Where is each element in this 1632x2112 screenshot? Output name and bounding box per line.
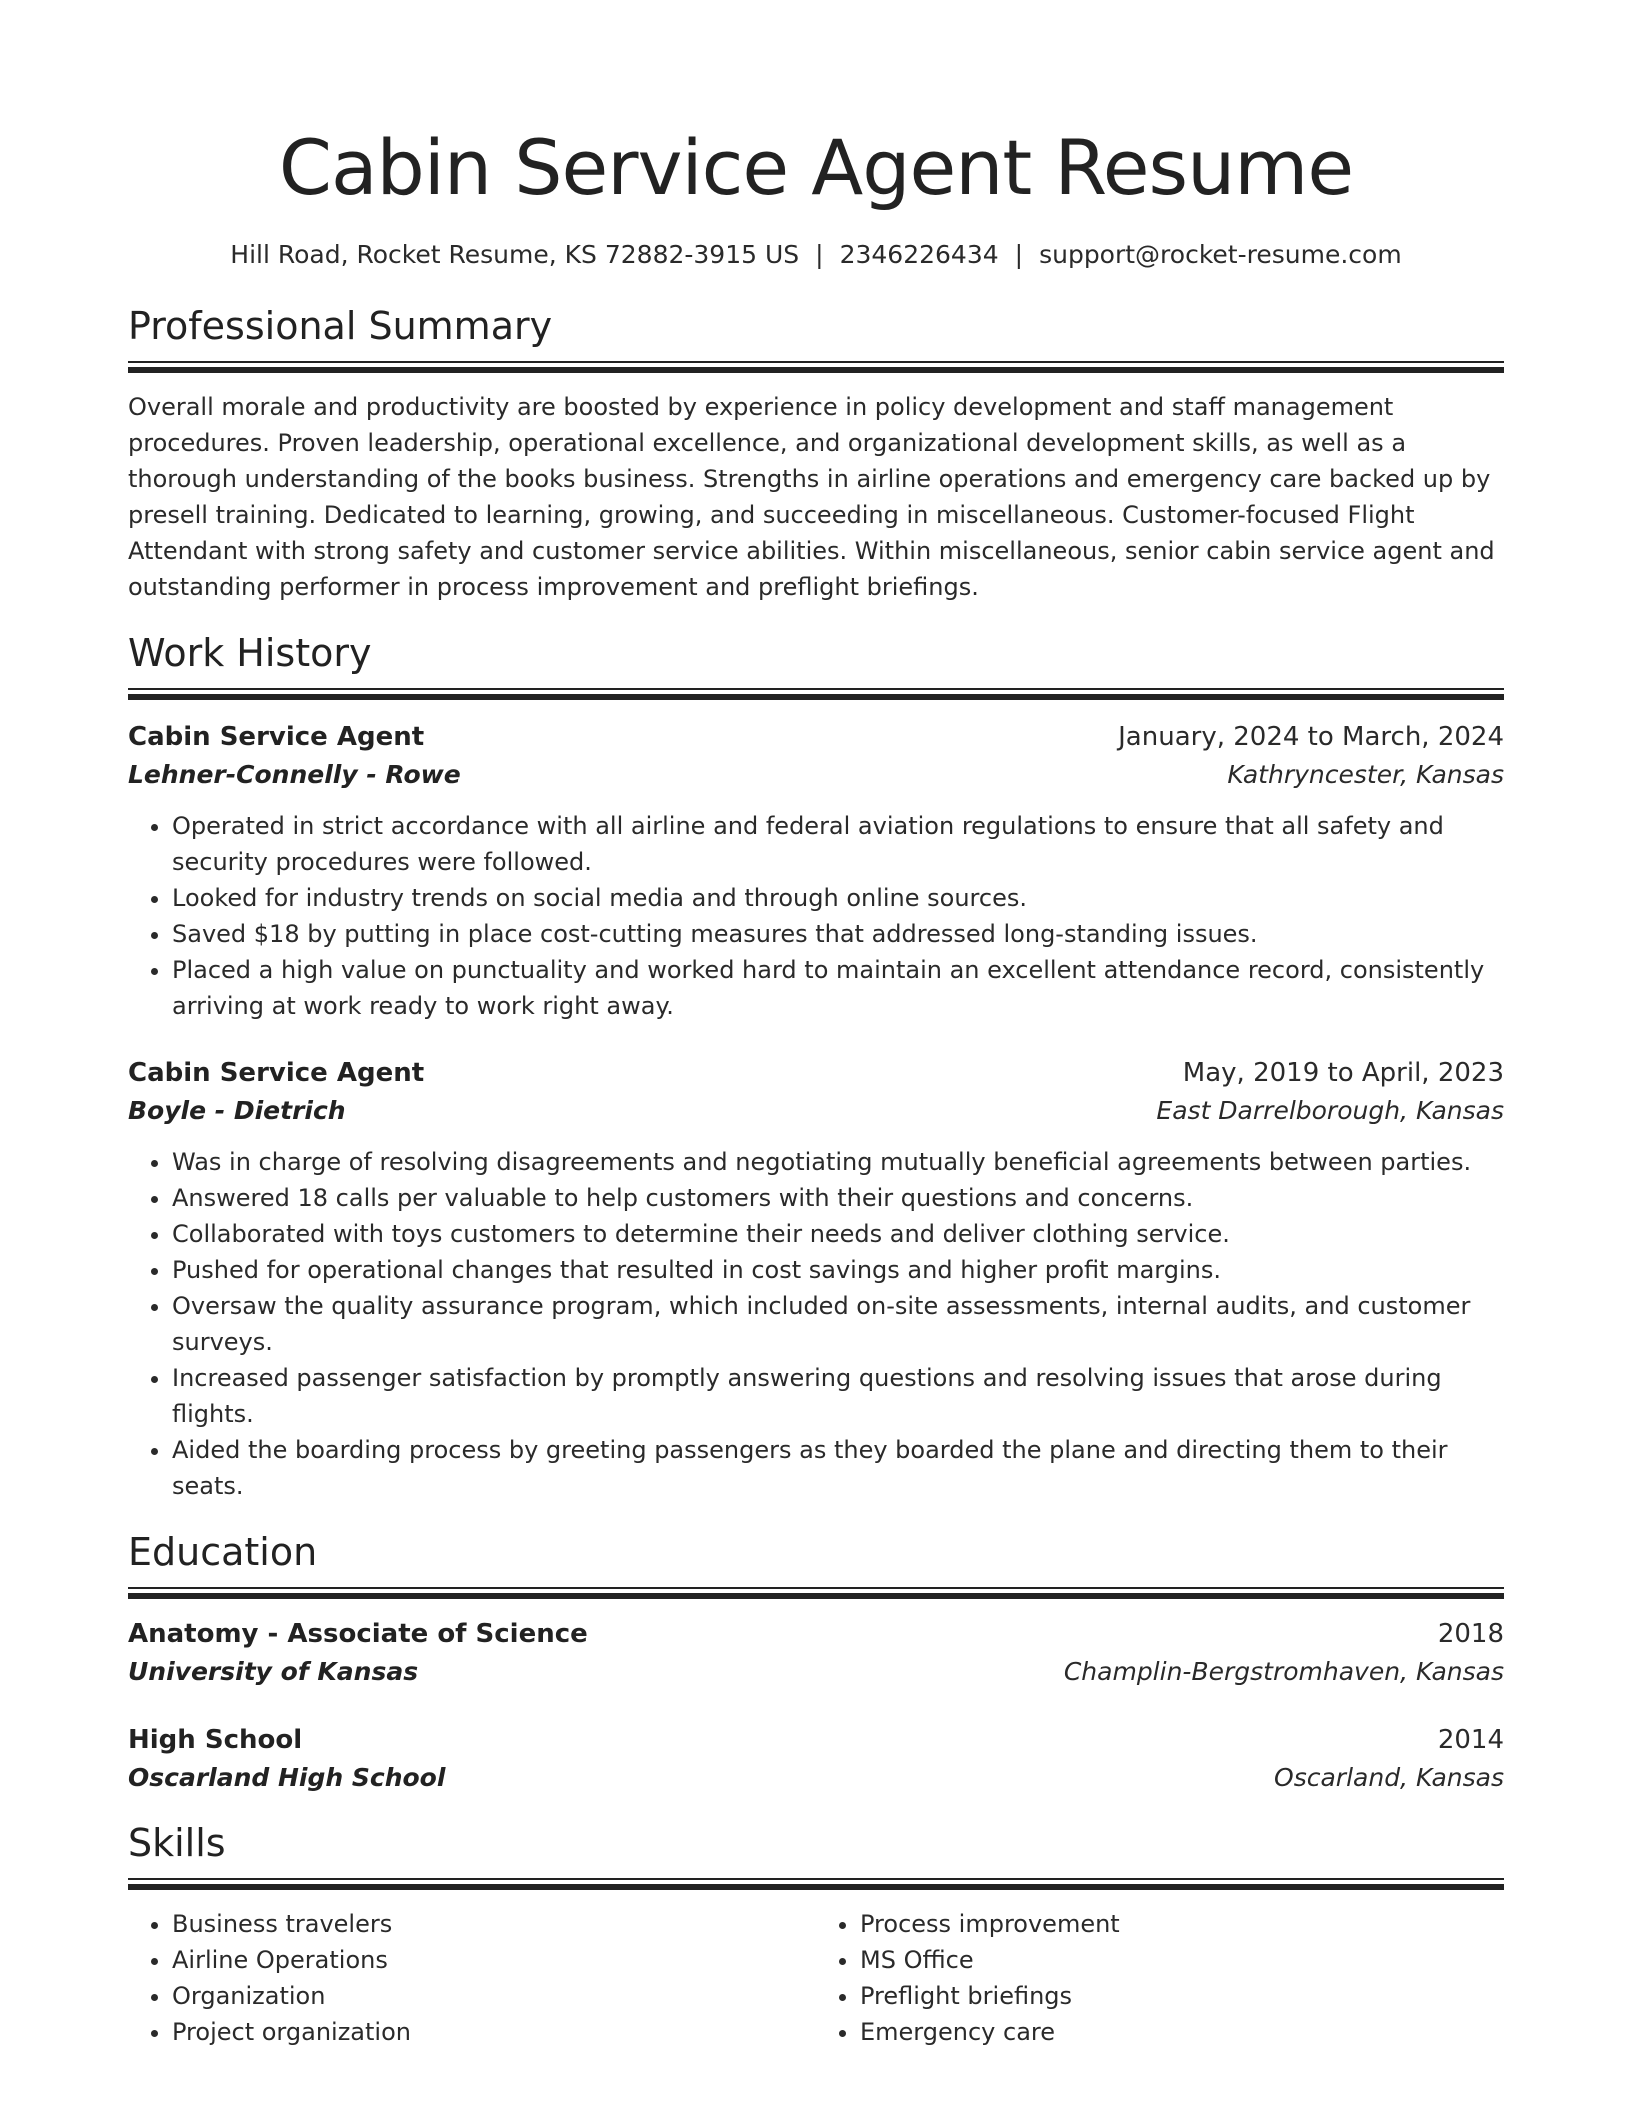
education-degree: High School [128,1725,303,1755]
job-title: Cabin Service Agent [128,722,425,752]
section-heading-work: Work History [128,631,372,675]
education-year: 2014 [1437,1725,1504,1755]
skill-item: • Organization [172,1978,816,2014]
list-item: • Collaborated with toys customers to determine their needs and deliver clothing service. [172,1216,1504,1252]
skills-column-right [816,1906,1504,2050]
summary-section [128,302,1504,605]
job-bullets [128,1144,1504,1504]
skills-section [128,1819,1504,2050]
skill-item: • Emergency care [860,2014,1504,2050]
job-dates: May, 2019 to April, 2023 [1182,1058,1504,1088]
section-divider [128,1587,1504,1589]
education-section [128,1528,1504,1797]
list-item: • Oversaw the quality assurance program, which included on-site assessments, internal audits, and customer surveys. [172,1288,1504,1360]
section-divider [128,1878,1504,1880]
job-company: Lehner-Connelly - Rowe [128,760,461,789]
education-location: Oscarland, Kansas [1274,1763,1504,1792]
section-divider-thick [128,1884,1504,1890]
list-item: • Operated in strict accordance with all airline and federal aviation regulations to ensure that all safety and security procedures were followed. [172,808,1504,880]
education-entry [128,1615,1504,1691]
section-heading-summary: Professional Summary [128,304,553,348]
contact-address: Hill Road, Rocket Resume, KS 72882-3915 US [230,240,800,269]
work-history-section [128,629,1504,1504]
list-item: • Aided the boarding process by greeting passengers as they boarded the plane and directing them to their seats. [172,1432,1504,1504]
education-school: Oscarland High School [128,1763,446,1792]
education-year: 2018 [1437,1619,1504,1649]
job-company: Boyle - Dietrich [128,1096,346,1125]
contact-separator: | [815,240,824,269]
job-title: Cabin Service Agent [128,1058,425,1088]
resume-page [128,0,1504,2050]
contact-email[interactable]: support@rocket-resume.com [1039,240,1402,269]
list-item: • Placed a high value on punctuality and worked hard to maintain an excellent attendance record, consistently arriving at work ready to work right away. [172,952,1504,1024]
skill-item: • MS Office [860,1942,1504,1978]
job-location: East Darrelborough, Kansas [1156,1096,1504,1125]
summary-text: Overall morale and productivity are boosted by experience in policy development and staff management procedures. Proven leadership, operational excellence, and organizational development skills, as well as a thorough understanding of the books business. Strengths in airline operations and emergency care backed up by presell training. Dedicated to learning, growing, and succeeding in miscellaneous. Customer-focused Flight Attendant with strong safety and customer service abilities. Within miscellaneous, senior cabin service agent and outstanding performer in process improvement and preflight briefings. [128,393,1495,601]
job-dates: January, 2024 to March, 2024 [1118,722,1504,752]
skill-item: • Preflight briefings [860,1978,1504,2014]
education-school: University of Kansas [128,1657,419,1686]
section-divider-thick [128,367,1504,373]
job-entry [128,1054,1504,1504]
skills-column-left [128,1906,816,2050]
skill-item: • Project organization [172,2014,816,2050]
contact-separator: | [1014,240,1024,269]
list-item: • Pushed for operational changes that resulted in cost savings and higher profit margins. [172,1252,1504,1288]
skills-grid [128,1906,1504,2050]
education-location: Champlin-Bergstromhaven, Kansas [1063,1657,1504,1686]
list-item: • Looked for industry trends on social media and through online sources. [172,880,1504,916]
skill-item: • Process improvement [860,1906,1504,1942]
job-location: Kathryncester, Kansas [1227,760,1504,789]
section-divider [128,361,1504,363]
section-divider-thick [128,1593,1504,1599]
resume-title: Cabin Service Agent Resume [278,123,1354,212]
job-entry [128,718,1504,1024]
section-heading-skills: Skills [128,1821,226,1865]
list-item: • Increased passenger satisfaction by promptly answering questions and resolving issues that arose during flights. [172,1360,1504,1432]
skill-item: • Airline Operations [172,1942,816,1978]
contact-phone: 2346226434 [839,240,999,269]
list-item: • Answered 18 calls per valuable to help customers with their questions and concerns. [172,1180,1504,1216]
section-divider [128,688,1504,690]
education-degree: Anatomy - Associate of Science [128,1619,588,1649]
education-entry [128,1721,1504,1797]
job-bullets [128,808,1504,1024]
skill-item: • Business travelers [172,1906,816,1942]
list-item: • Was in charge of resolving disagreements and negotiating mutually beneficial agreements between parties. [172,1144,1504,1180]
contact-line [128,238,1504,272]
section-divider-thick [128,694,1504,700]
section-heading-education: Education [128,1530,318,1574]
list-item: • Saved $18 by putting in place cost-cutting measures that addressed long-standing issues. [172,916,1504,952]
